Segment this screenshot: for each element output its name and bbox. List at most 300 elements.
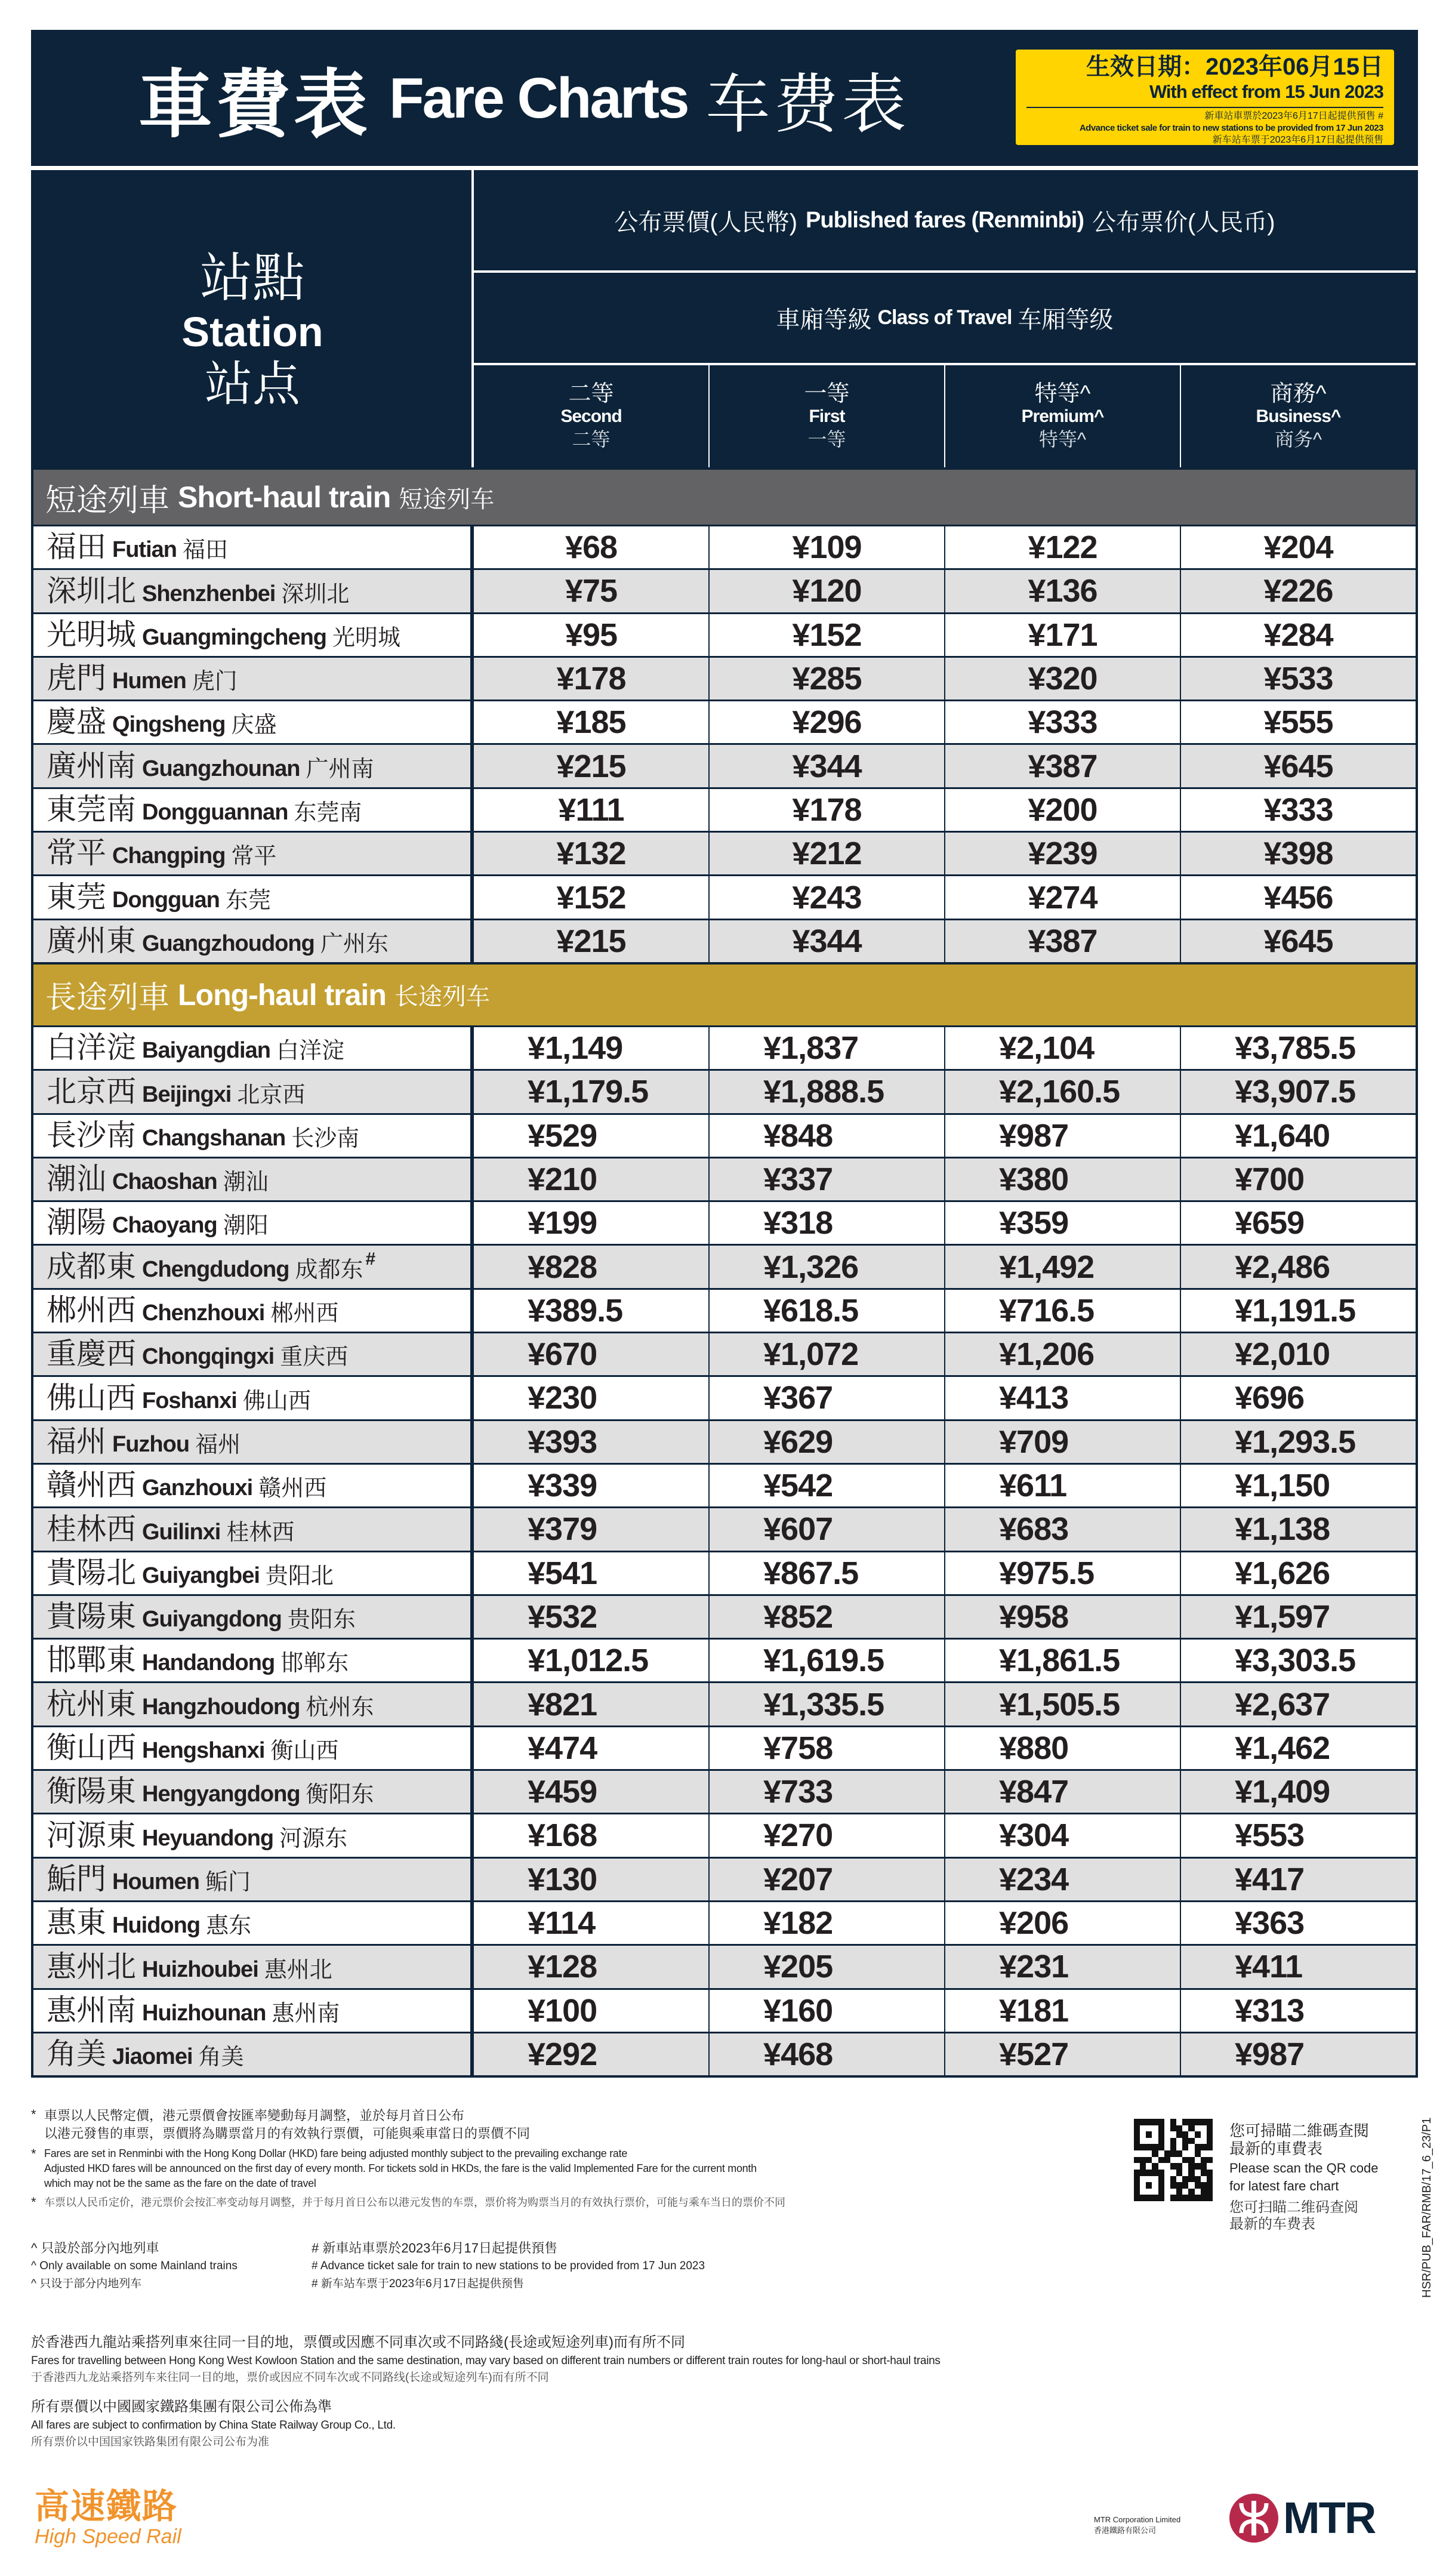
station-name-zh-trad: 光明城 xyxy=(47,617,136,652)
effective-date-en: With effect from 15 Jun 2023 xyxy=(1149,81,1383,102)
station-cell xyxy=(33,1421,474,1463)
legend-text: 新车站车票于2023年6月17日起提供预售 xyxy=(320,2278,524,2290)
qr-zh-trad-line: 最新的車費表 xyxy=(1229,2140,1323,2158)
footnotes xyxy=(31,2107,1093,2214)
hash-mark: # xyxy=(312,2278,318,2290)
table-row xyxy=(33,1725,1416,1769)
fare-cell-premium: ¥1,492 xyxy=(945,1246,1181,1287)
fare-cell-second: ¥230 xyxy=(474,1377,710,1419)
fare-cell-second: ¥199 xyxy=(474,1202,710,1244)
fare-cell-business: ¥1,626 xyxy=(1235,1555,1330,1591)
station-name-zh-simp: 潮阳 xyxy=(223,1212,269,1239)
table-row xyxy=(33,1157,1416,1200)
fare-cell-business: ¥1,597 xyxy=(1235,1598,1330,1635)
station-name-en: Baiyangdian xyxy=(142,1038,270,1064)
station-name-en: Chaoshan xyxy=(112,1169,217,1195)
label-zh-trad: 特等^ xyxy=(1034,381,1091,406)
station-cell xyxy=(33,1727,474,1769)
label-en: Business^ xyxy=(1256,406,1341,426)
table-row xyxy=(33,612,1416,656)
station-cell xyxy=(33,1640,474,1681)
fare-cell-business: ¥3,785.5 xyxy=(1235,1030,1356,1067)
table-row xyxy=(33,1769,1416,1813)
station-name-zh-simp: 东莞南 xyxy=(294,799,362,826)
station-name-en: Heyuandong xyxy=(142,1825,274,1851)
station-name-zh-simp: 深圳北 xyxy=(281,580,350,607)
station-name-zh-trad: 貴陽北 xyxy=(47,1555,136,1590)
station-name-zh-simp: 广州东 xyxy=(320,930,389,957)
fare-cell-second: ¥130 xyxy=(474,1859,710,1900)
legend-text: 只設於部分內地列車 xyxy=(41,2241,159,2255)
table-row xyxy=(33,831,1416,874)
fare-cell-premium: ¥709 xyxy=(945,1421,1181,1463)
station-name-en: Fuzhou xyxy=(112,1431,190,1457)
title-band xyxy=(31,30,1418,166)
fare-cell-second: ¥152 xyxy=(474,876,710,918)
mtr-corp-zh: 香港鐵路有限公司 xyxy=(1094,2526,1157,2535)
title-en: Fare Charts xyxy=(389,66,688,130)
station-cell xyxy=(33,1290,474,1332)
qr-zh-simp-line: 最新的车费表 xyxy=(1229,2216,1315,2232)
advance-sale-note-zh-simp: 新车站车票于2023年6月17日起提供预售 xyxy=(1212,135,1383,145)
legend-text: 只设于部分内地列车 xyxy=(39,2278,142,2290)
fare-cell-first: ¥182 xyxy=(710,1902,945,1944)
qr-en-line: Please scan the QR code xyxy=(1229,2161,1379,2176)
table-row xyxy=(33,1332,1416,1375)
legend-hash xyxy=(312,2239,1087,2293)
fare-cell-premium: ¥527 xyxy=(945,2033,1181,2075)
legend-text: Advance ticket sale for train to new stations to be provided from 17 Jun 2023 xyxy=(320,2260,705,2272)
table-row xyxy=(33,656,1416,700)
table-row xyxy=(33,874,1416,918)
fare-table xyxy=(31,170,1418,2078)
station-name-en: Jiaomei xyxy=(112,2044,193,2070)
fare-cell-business: ¥284 xyxy=(1263,617,1333,653)
fare-cell-first: ¥212 xyxy=(710,833,945,874)
label-zh-trad: 一等 xyxy=(804,381,850,406)
fare-cell-business: ¥700 xyxy=(1235,1161,1305,1197)
station-cell xyxy=(33,876,474,918)
label-zh-simp: 二等 xyxy=(572,428,611,450)
station-name-zh-trad: 虎門 xyxy=(47,661,106,696)
station-name-zh-trad: 東莞南 xyxy=(47,792,136,827)
station-name-zh-trad: 潮汕 xyxy=(47,1161,106,1197)
fare-cell-first: ¥296 xyxy=(710,701,945,743)
fare-cell-premium: ¥231 xyxy=(945,1946,1181,1988)
fare-cell-premium: ¥611 xyxy=(945,1465,1181,1506)
fare-cell-second: ¥1,149 xyxy=(474,1027,710,1069)
fare-cell-second: ¥178 xyxy=(474,658,710,700)
station-name-zh-simp: 虎门 xyxy=(192,668,238,695)
station-header-zh-trad: 站點 xyxy=(199,247,305,309)
station-name-en: Handandong xyxy=(142,1650,275,1676)
qr-zh-trad-line: 您可掃瞄二維碼查閱 xyxy=(1229,2122,1370,2140)
station-cell xyxy=(33,920,474,962)
fare-cell-second: ¥379 xyxy=(474,1508,710,1550)
station-name-zh-trad: 惠州北 xyxy=(47,1949,136,1984)
station-name-zh-trad: 福田 xyxy=(47,529,106,565)
station-name-en: Huizhoubei xyxy=(142,1956,258,1982)
note-line: Adjusted HKD fares will be announced on the first day of every month. For tickets sold in HKDs, the fare is the valid Implemented Fare for the current month xyxy=(44,2162,757,2174)
fare-cell-business: ¥204 xyxy=(1263,529,1333,566)
section-zh-trad: 短途列車 xyxy=(45,482,170,519)
fare-cell-first: ¥629 xyxy=(710,1421,945,1463)
fare-cell-second: ¥210 xyxy=(474,1158,710,1200)
mtr-wordmark: MTR xyxy=(1283,2493,1376,2543)
table-row xyxy=(33,787,1416,831)
table-row xyxy=(33,700,1416,743)
fare-cell-business: ¥1,462 xyxy=(1235,1730,1330,1766)
table-row xyxy=(33,1857,1416,1900)
station-name-zh-simp: 成都东 xyxy=(295,1256,363,1283)
label-en: First xyxy=(809,406,845,426)
station-name-zh-trad: 鮜門 xyxy=(47,1861,106,1896)
fare-cell-first: ¥318 xyxy=(710,1202,945,1244)
fare-cell-business: ¥333 xyxy=(1263,791,1333,828)
fare-cell-business: ¥645 xyxy=(1263,923,1333,959)
confirm-note-en: All fares are subject to confirmation by China State Railway Group Co., Ltd. xyxy=(31,2419,396,2432)
note-line: Fares are set in Renminbi with the Hong Kong Dollar (HKD) fare being adjusted monthly subject to the prevailing exchange rate xyxy=(44,2147,628,2159)
fare-cell-business: ¥417 xyxy=(1235,1861,1305,1897)
fare-cell-first: ¥852 xyxy=(710,1596,945,1638)
station-cell xyxy=(33,1158,474,1200)
fare-cell-premium: ¥136 xyxy=(945,570,1181,612)
station-name-zh-trad: 廣州南 xyxy=(47,748,136,783)
fare-cell-premium: ¥304 xyxy=(945,1814,1181,1856)
table-row xyxy=(33,1419,1416,1463)
section-zh-simp: 长途列车 xyxy=(394,983,490,1011)
fare-cell-second: ¥1,179.5 xyxy=(474,1071,710,1113)
station-name-en: Houmen xyxy=(112,1869,199,1894)
station-name-zh-simp: 重庆西 xyxy=(280,1344,349,1370)
fare-cell-business: ¥696 xyxy=(1235,1380,1305,1416)
fare-cell-first: ¥618.5 xyxy=(710,1290,945,1332)
qr-en-line: for latest fare chart xyxy=(1229,2178,1339,2193)
column-header-first xyxy=(710,365,945,467)
hash-note-mark: # xyxy=(365,1249,376,1269)
fare-cell-premium: ¥234 xyxy=(945,1859,1181,1900)
fare-cell-first: ¥1,888.5 xyxy=(710,1071,945,1113)
fare-cell-first: ¥542 xyxy=(710,1465,945,1506)
fare-cell-business: ¥363 xyxy=(1235,1905,1305,1942)
published-en: Published fares (Renminbi) xyxy=(806,207,1084,233)
qr-section xyxy=(1134,2119,1414,2238)
station-name-zh-trad: 角美 xyxy=(47,2036,106,2072)
column-header-premium xyxy=(945,365,1181,467)
fare-cell-first: ¥733 xyxy=(710,1771,945,1813)
spacer xyxy=(31,2386,1165,2397)
caret-mark: ^ xyxy=(31,2241,38,2255)
station-name-zh-trad: 杭州東 xyxy=(47,1686,136,1721)
station-name-zh-trad: 廣州東 xyxy=(47,923,136,958)
section-bar-short-haul xyxy=(33,467,1416,525)
fare-cell-business: ¥1,293.5 xyxy=(1235,1423,1356,1460)
fare-cell-second: ¥670 xyxy=(474,1333,710,1375)
fare-cell-first: ¥120 xyxy=(710,570,945,612)
class-columns xyxy=(474,365,1416,467)
class-en: Class of Travel xyxy=(877,306,1012,329)
note-line: which may not be the same as the fare on the date of travel xyxy=(44,2177,316,2189)
station-cell xyxy=(33,1859,474,1900)
fare-cell-premium: ¥359 xyxy=(945,1202,1181,1244)
station-cell xyxy=(33,1465,474,1506)
label-zh-trad: 商務^ xyxy=(1270,381,1327,406)
station-cell xyxy=(33,570,474,612)
mtr-emblem-icon xyxy=(1229,2494,1278,2543)
qr-zh-simp-line: 您可扫瞄二维码查阅 xyxy=(1229,2199,1358,2216)
fare-cell-second: ¥529 xyxy=(474,1115,710,1157)
fare-cell-first: ¥160 xyxy=(710,1990,945,2032)
divider xyxy=(1026,107,1383,108)
route-note-zh-simp: 于香港西九龙站乘搭列车来往同一目的地，票价或因应不同车次或不同路线(长途或短途列车)而有所不同 xyxy=(31,2371,549,2384)
legend-caret-zh-simp xyxy=(31,2275,312,2293)
fare-cell-premium: ¥333 xyxy=(945,701,1181,743)
label-zh-simp: 特等^ xyxy=(1038,428,1087,450)
fare-cell-premium: ¥716.5 xyxy=(945,1290,1181,1332)
fare-cell-second: ¥132 xyxy=(474,833,710,874)
fare-cell-second: ¥168 xyxy=(474,1814,710,1856)
fare-cell-second: ¥114 xyxy=(474,1902,710,1944)
fare-cell-business: ¥2,010 xyxy=(1235,1336,1330,1373)
hsr-logo-en: High Speed Rail xyxy=(35,2525,181,2548)
station-name-zh-simp: 惠州北 xyxy=(264,1956,332,1983)
station-name-zh-simp: 衡阳东 xyxy=(306,1781,374,1808)
station-name-zh-simp: 光明城 xyxy=(332,624,401,651)
fare-cell-second: ¥95 xyxy=(474,614,710,656)
table-row xyxy=(33,1463,1416,1506)
station-name-zh-simp: 长沙南 xyxy=(291,1124,360,1151)
fare-cell-premium: ¥847 xyxy=(945,1771,1181,1813)
station-cell xyxy=(33,1115,474,1157)
station-cell xyxy=(33,1814,474,1856)
table-row xyxy=(33,1288,1416,1332)
station-name-en: Hengyangdong xyxy=(142,1782,300,1807)
fare-cell-business: ¥398 xyxy=(1263,836,1333,872)
table-row xyxy=(33,1681,1416,1725)
route-note-en: Fares for travelling between Hong Kong West Kowloon Station and the same destination, may vary based on different train numbers or different train routes for long-haul or short-haul trains xyxy=(31,2355,941,2367)
station-name-zh-simp: 白洋淀 xyxy=(276,1037,344,1064)
station-name-en: Guangmingcheng xyxy=(142,624,326,650)
section-en: Short-haul train xyxy=(178,480,391,514)
station-name-en: Guiyangbei xyxy=(142,1563,260,1588)
station-name-zh-simp: 鲘门 xyxy=(205,1868,251,1895)
station-name-en: Humen xyxy=(112,668,186,694)
disclaimer xyxy=(31,2332,1165,2451)
table-row xyxy=(33,568,1416,612)
station-name-zh-simp: 河源东 xyxy=(279,1825,348,1851)
station-name-zh-simp: 常平 xyxy=(231,843,277,870)
fare-cell-second: ¥215 xyxy=(474,920,710,962)
fare-cell-first: ¥285 xyxy=(710,658,945,700)
hash-mark: # xyxy=(312,2260,318,2272)
table-row xyxy=(33,1813,1416,1856)
station-name-zh-simp: 佛山西 xyxy=(242,1387,311,1414)
fare-cell-first: ¥1,335.5 xyxy=(710,1683,945,1725)
station-name-zh-simp: 潮汕 xyxy=(223,1169,269,1195)
fare-cell-business: ¥1,409 xyxy=(1235,1774,1330,1810)
station-name-zh-simp: 东莞 xyxy=(225,886,271,913)
station-name-zh-simp: 福田 xyxy=(182,537,228,563)
table-row xyxy=(33,1594,1416,1638)
label-en: Premium^ xyxy=(1021,406,1104,426)
fare-cell-business: ¥313 xyxy=(1235,1992,1305,2029)
fare-cell-premium: ¥880 xyxy=(945,1727,1181,1769)
class-of-travel-header xyxy=(474,273,1416,365)
legend-caret-zh-trad xyxy=(31,2239,312,2257)
station-name-en: Chengdudong xyxy=(142,1256,289,1282)
fare-cell-first: ¥607 xyxy=(710,1508,945,1550)
fare-columns-header xyxy=(474,170,1416,467)
fare-cell-premium: ¥1,505.5 xyxy=(945,1683,1181,1725)
fare-cell-first: ¥205 xyxy=(710,1946,945,1988)
hsr-logo-zh: 高速鐵路 xyxy=(35,2487,178,2526)
mtr-logo xyxy=(1229,2494,1375,2543)
note-line: 車票以人民幣定價，港元票價會按匯率變動每月調整，並於每月首日公布 xyxy=(44,2108,465,2123)
legend-text: Only available on some Mainland trains xyxy=(39,2260,238,2272)
table-row xyxy=(33,1069,1416,1113)
fare-cell-first: ¥337 xyxy=(710,1158,945,1200)
station-name-zh-trad: 潮陽 xyxy=(47,1205,106,1240)
fare-cell-premium: ¥987 xyxy=(945,1115,1181,1157)
fare-cell-second: ¥339 xyxy=(474,1465,710,1506)
fare-cell-business: ¥533 xyxy=(1263,661,1333,697)
station-cell xyxy=(33,614,474,656)
fare-cell-premium: ¥1,861.5 xyxy=(945,1640,1181,1681)
station-name-en: Qingsheng xyxy=(112,712,226,738)
fare-cell-first: ¥848 xyxy=(710,1115,945,1157)
fare-cell-premium: ¥2,104 xyxy=(945,1027,1181,1069)
fare-cell-premium: ¥274 xyxy=(945,876,1181,918)
fare-cell-first: ¥1,619.5 xyxy=(710,1640,945,1681)
fare-cell-second: ¥828 xyxy=(474,1246,710,1287)
station-name-zh-trad: 桂林西 xyxy=(47,1511,136,1546)
fare-cell-premium: ¥958 xyxy=(945,1596,1181,1638)
station-name-en: Chongqingxi xyxy=(142,1344,275,1370)
fare-cell-premium: ¥380 xyxy=(945,1158,1181,1200)
fare-cell-second: ¥75 xyxy=(474,570,710,612)
table-row xyxy=(33,1944,1416,1988)
column-header-second xyxy=(474,365,710,467)
fare-cell-premium: ¥171 xyxy=(945,614,1181,656)
station-name-en: Guilinxi xyxy=(142,1519,221,1545)
station-name-en: Chaoyang xyxy=(112,1213,217,1238)
fare-cell-business: ¥987 xyxy=(1235,2036,1305,2072)
section-zh-simp: 短途列车 xyxy=(399,485,495,513)
station-cell xyxy=(33,1027,474,1069)
fare-cell-second: ¥185 xyxy=(474,701,710,743)
station-name-en: Huidong xyxy=(112,1913,201,1939)
station-name-zh-trad: 常平 xyxy=(47,836,106,871)
caret-mark: ^ xyxy=(31,2260,36,2272)
station-name-zh-trad: 東莞 xyxy=(47,879,106,914)
effective-date-zh: 生效日期：2023年06月15日 xyxy=(1086,54,1383,80)
station-name-zh-trad: 重慶西 xyxy=(47,1336,136,1372)
station-name-en: Huizhounan xyxy=(142,2000,266,2026)
station-cell xyxy=(33,1902,474,1944)
station-cell xyxy=(33,1071,474,1113)
table-row xyxy=(33,1988,1416,2032)
long-haul-rows xyxy=(33,1025,1416,2075)
fare-cell-second: ¥459 xyxy=(474,1771,710,1813)
confirm-note-zh-simp: 所有票价以中国国家铁路集团有限公司公布为准 xyxy=(31,2436,270,2448)
confirm-note-zh-trad: 所有票價以中國國家鐵路集團有限公司公佈為準 xyxy=(31,2399,332,2415)
station-name-zh-trad: 惠東 xyxy=(47,1905,106,1940)
station-name-zh-trad: 深圳北 xyxy=(47,573,136,608)
station-name-zh-simp: 郴州西 xyxy=(270,1300,339,1327)
advance-sale-note-en: Advance ticket sale for train to new stations to be provided from 17 Jun 2023 xyxy=(1079,123,1383,133)
hash-mark: # xyxy=(312,2241,319,2255)
fare-cell-first: ¥867.5 xyxy=(710,1552,945,1594)
published-zh-trad: 公布票價(人民幣) xyxy=(614,209,798,236)
legend-caret xyxy=(31,2239,312,2293)
table-row xyxy=(33,1506,1416,1550)
station-cell xyxy=(33,745,474,787)
station-cell xyxy=(33,1946,474,1988)
label-zh-trad: 二等 xyxy=(568,381,614,406)
fare-cell-second: ¥68 xyxy=(474,526,710,568)
station-column-header xyxy=(33,170,474,467)
published-zh-simp: 公布票价(人民币) xyxy=(1092,209,1275,236)
fare-cell-premium: ¥2,160.5 xyxy=(945,1071,1181,1113)
fare-cell-first: ¥367 xyxy=(710,1377,945,1419)
station-name-en: Guangzhoudong xyxy=(142,930,315,956)
station-name-en: Guangzhounan xyxy=(142,756,300,781)
station-name-en: Changping xyxy=(112,843,226,869)
table-row xyxy=(33,1113,1416,1157)
note-fare-currency-en xyxy=(31,2146,1093,2191)
station-name-en: Changshanan xyxy=(142,1125,286,1151)
qr-code-icon[interactable] xyxy=(1134,2119,1213,2201)
station-cell xyxy=(33,701,474,743)
table-row xyxy=(33,1200,1416,1244)
note-line: 以港元發售的車票，票價將為購票當月的有效執行票價，可能與乘車當日的票價不同 xyxy=(44,2126,531,2141)
station-cell xyxy=(33,789,474,831)
station-cell xyxy=(33,526,474,568)
station-name-zh-simp: 广州南 xyxy=(306,755,374,782)
fare-cell-premium: ¥206 xyxy=(945,1902,1181,1944)
asterisk-mark: * xyxy=(31,2195,36,2210)
fare-cell-business: ¥659 xyxy=(1235,1205,1305,1241)
station-name-zh-simp: 衡山西 xyxy=(270,1737,339,1764)
station-name-zh-simp: 惠州南 xyxy=(272,1999,340,2026)
mtr-symbol-icon xyxy=(1229,2494,1278,2543)
station-name-zh-trad: 白洋淀 xyxy=(47,1030,136,1065)
fare-cell-first: ¥344 xyxy=(710,920,945,962)
symbol-legend xyxy=(31,2239,1093,2293)
station-name-zh-trad: 貴陽東 xyxy=(47,1599,136,1634)
fare-cell-first: ¥1,837 xyxy=(710,1027,945,1069)
station-name-en: Hengshanxi xyxy=(142,1738,265,1764)
table-row xyxy=(33,919,1416,962)
station-name-en: Chenzhouxi xyxy=(142,1301,265,1326)
fare-cell-first: ¥109 xyxy=(710,526,945,568)
station-cell xyxy=(33,1683,474,1725)
table-row xyxy=(33,1025,1416,1069)
station-name-zh-simp: 桂林西 xyxy=(226,1518,295,1545)
station-cell xyxy=(33,833,474,874)
qr-instructions xyxy=(1229,2122,1408,2232)
fare-cell-premium: ¥975.5 xyxy=(945,1552,1181,1594)
page-title xyxy=(138,60,910,148)
station-name-zh-trad: 佛山西 xyxy=(47,1380,136,1415)
fare-cell-second: ¥393 xyxy=(474,1421,710,1463)
station-name-en: Foshanxi xyxy=(142,1388,237,1413)
station-name-zh-simp: 福州 xyxy=(195,1431,241,1458)
label-zh-simp: 商务^ xyxy=(1274,428,1322,450)
legend-hash-en xyxy=(312,2257,1087,2275)
fare-cell-business: ¥1,191.5 xyxy=(1235,1292,1356,1329)
legend-caret-en xyxy=(31,2257,312,2275)
